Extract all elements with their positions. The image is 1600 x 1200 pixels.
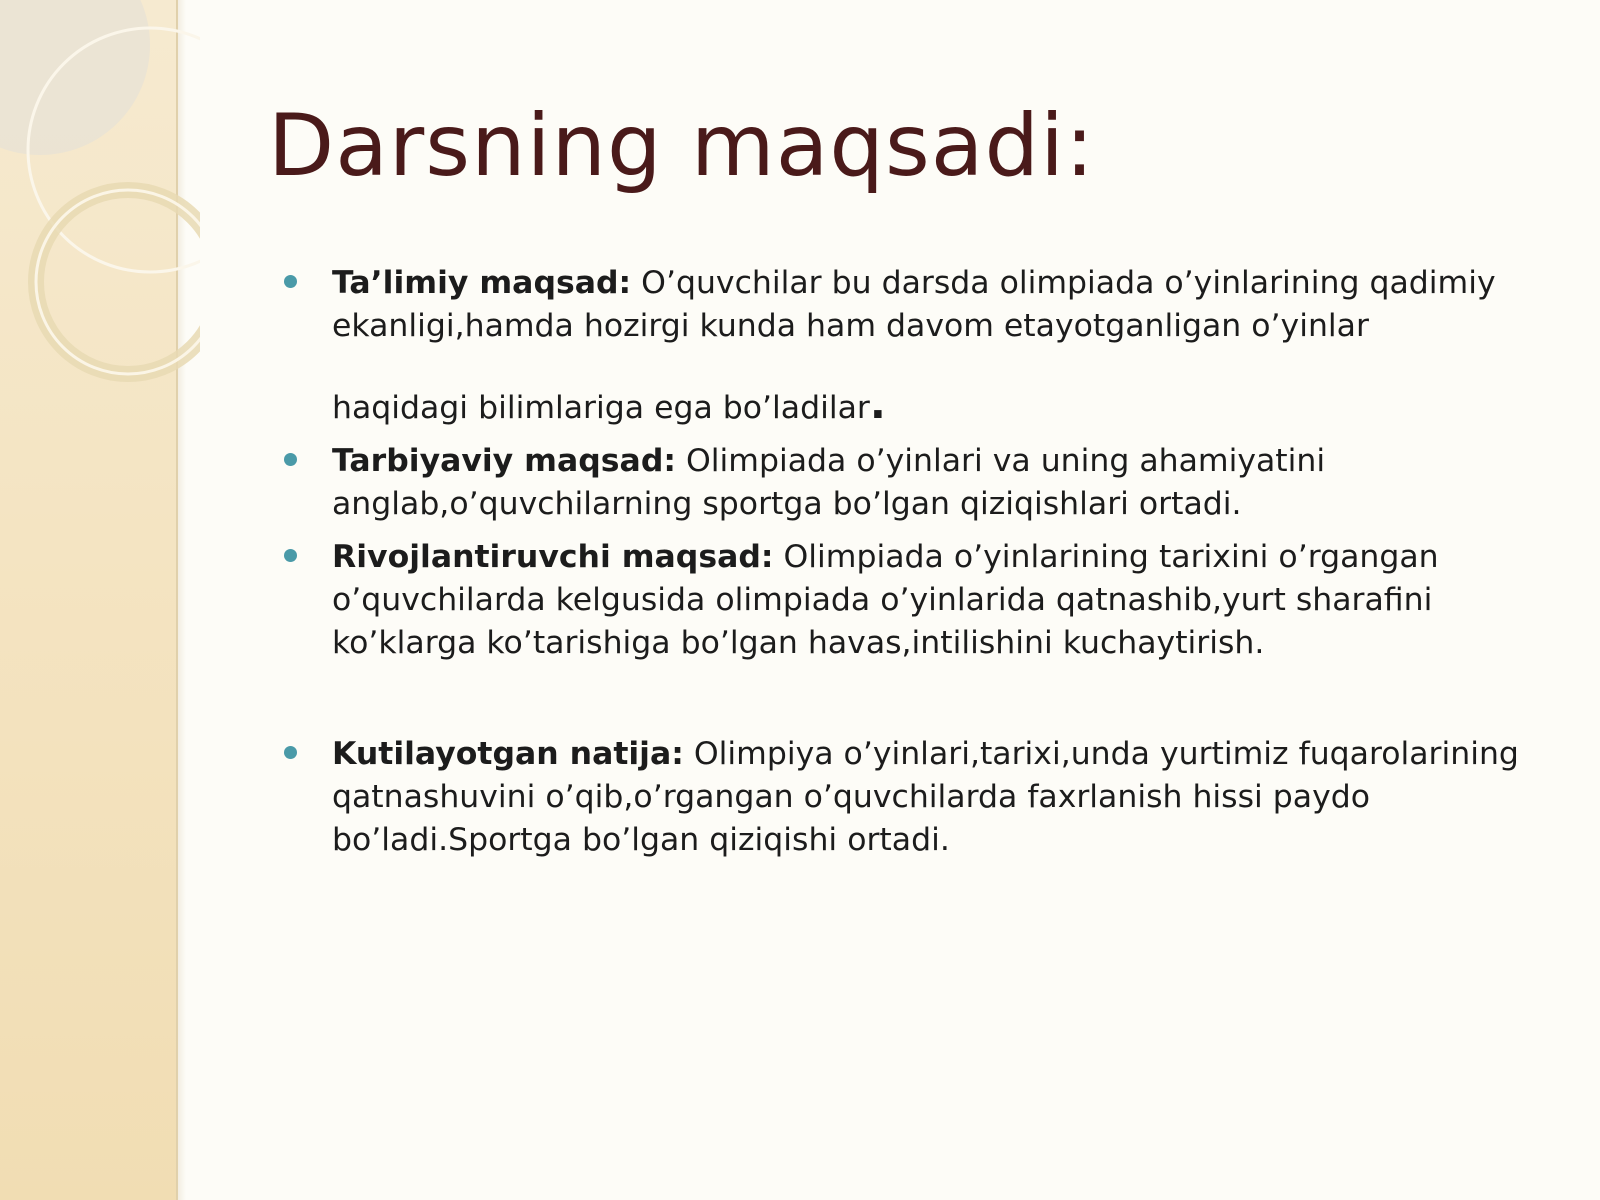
bullet-item-rivojlantiruvchi — [282, 536, 1562, 665]
bullet-list — [282, 262, 1562, 862]
decor-circle-large — [0, 0, 150, 155]
bullet-item-tarbiyaviy — [282, 440, 1562, 526]
bullet-dot-icon — [284, 453, 297, 466]
bullet-lead: Tarbiyaviy maqsad: — [332, 443, 676, 479]
bullet-continuation-text: haqidagi bilimlariga ega bo’ladilar — [332, 390, 870, 426]
bullet-lead: Ta’limiy maqsad: — [332, 265, 632, 301]
bullet-text: Olimpiya o’yinlari,tarixi,unda yurtimiz fuqarolarining qatnashuvini o’qib,o’rgangan o’quvchilarda faxrlanish hissi paydo bo’ladi.Sportga bo’lgan qiziqishi ortadi. — [332, 736, 1519, 858]
bullet-item-kutilayotgan-natija — [282, 733, 1562, 862]
bullet-item-talimiy — [282, 262, 1562, 430]
decorative-circles — [0, 0, 200, 400]
bullet-dot-icon — [284, 746, 297, 759]
decor-ring-highlight — [36, 190, 200, 374]
bullet-dot-icon — [284, 275, 297, 288]
bullet-continuation-line — [332, 379, 1562, 430]
bullet-lead: Kutilayotgan natija: — [332, 736, 684, 772]
bullet-lead: Rivojlantiruvchi maqsad: — [332, 539, 774, 575]
bullet-end-mark: . — [869, 379, 886, 428]
slide-title: Darsning maqsadi: — [268, 96, 1095, 196]
bullet-text: Olimpiada o’yinlari va uning ahamiyatini anglab,o’quvchilarning sportga bo’lgan qiziqishlari ortadi. — [332, 443, 1326, 522]
bullet-text: O’quvchilar bu darsda olimpiada o’yinlarining qadimiy ekanligi,hamda hozirgi kunda ham davom etayotganligan o’yinlar — [332, 265, 1496, 344]
bullet-text: Olimpiada o’yinlarining tarixini o’rgangan o’quvchilarda kelgusida olimpiada o’yinlarida qatnashib,yurt sharafini ko’klarga ko’tarishiga bo’lgan havas,intilishini kuchaytirish. — [332, 539, 1439, 661]
bullet-dot-icon — [284, 549, 297, 562]
